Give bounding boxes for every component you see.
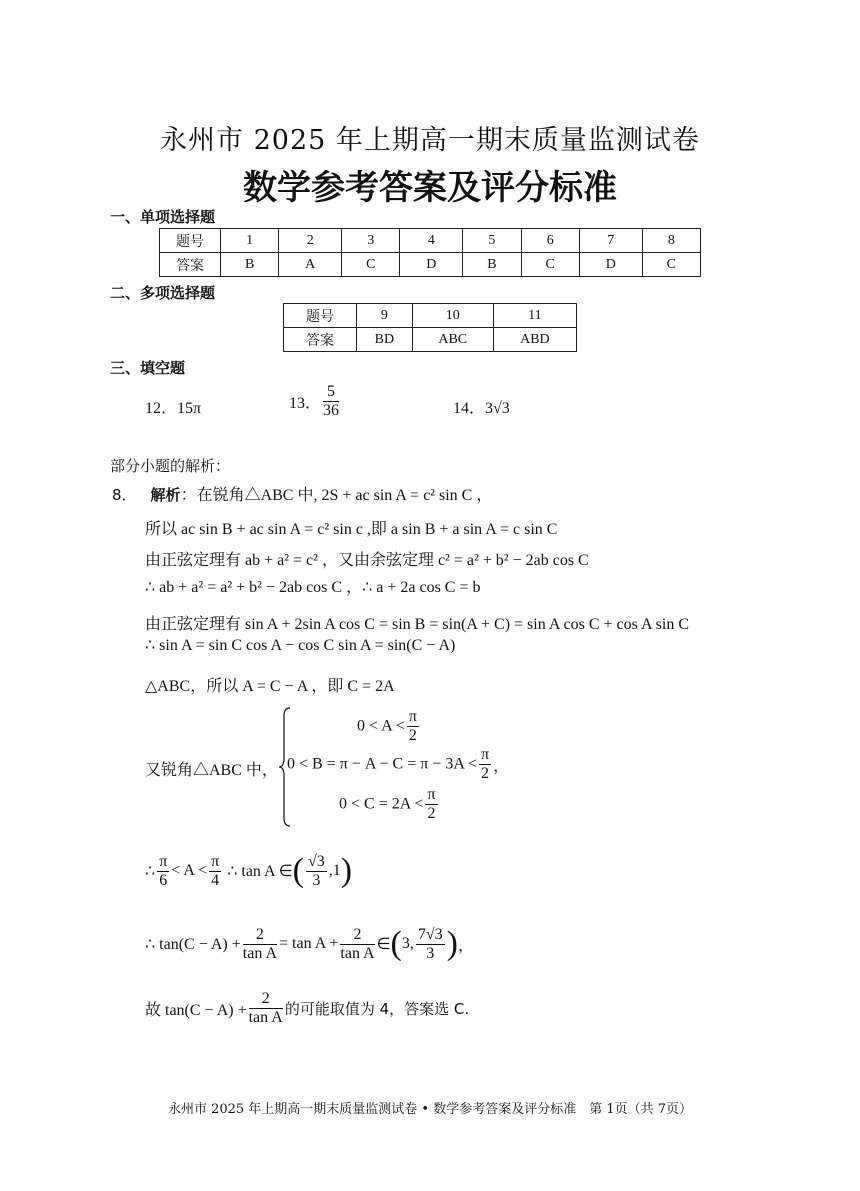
table-cell: 2 [279,229,342,253]
math-text: ∴ tan A ∈ [227,863,293,880]
fraction-denominator: tan A [248,1009,283,1026]
solution-line-3: 由正弦定理有 ab + a² = c² ，又由余弦定理 c² = a² + b² − 2ab cos C [145,552,589,569]
fill-answer-14 [453,395,510,418]
inequality-3 [339,786,440,823]
ineq-text: 0 < C = 2A < [339,795,424,813]
table-cell: 3 [342,229,400,253]
table-cell: ABC [412,328,493,352]
table-cell: D [579,253,642,277]
fraction-denominator: 4 [211,871,220,889]
table-cell: BD [357,328,413,352]
math-text: ,1 [328,862,341,879]
answer-value: 15π [177,400,202,417]
table-cell: D [400,253,463,277]
right-paren: ) [446,925,458,962]
fraction-denominator: 2 [408,727,417,744]
fraction-numerator: 2 [243,926,277,945]
solution-line-4: ∴ ab + a² = a² + b² − 2ab cos C ，∴ a + 2a cos C = b [145,579,481,596]
right-paren: ) [340,852,353,889]
solution-line-6: ∴ sin A = sin C cos A − cos C sin A = sin(C − A) [145,637,456,654]
solution-line-7: △ABC，所以 A = C − A ，即 C = 2A [145,678,395,695]
math-text: ∴ [145,863,156,880]
table-cell: 1 [221,229,279,253]
fraction-denominator: 6 [159,871,168,889]
question-number: 8． [112,486,137,504]
math-text: ， [457,937,474,955]
math-text: 3, [401,935,414,952]
answer-value: 3√3 [485,400,510,417]
fill-answer-12 [145,395,201,418]
question-number: 12． [145,400,178,417]
table-cell: 6 [521,229,579,253]
fraction-denominator: tan A [242,944,277,962]
fraction-numerator: π [427,786,436,803]
solution-line-5: 由正弦定理有 sin A + 2sin A cos C = sin B = sin(A + C) = sin A cos C + cos A sin C [145,616,690,633]
fraction-denominator: 2 [481,765,490,782]
inequality-2 [287,746,509,783]
fraction-numerator: 2 [249,990,283,1009]
solution-line-10 [145,925,474,963]
solutions-heading: 部分小题的解析： [110,457,231,475]
table-cell: C [342,253,400,277]
solution-line-2: 所以 ac sin B + ac sin A = c² sin c ,即 a sin B + a sin A = c sin C [145,521,558,538]
question-number: 14． [453,400,486,417]
ineq-text: 0 < A < [357,717,405,735]
table-cell: 5 [463,229,521,253]
section-heading-single-choice: 一、单项选择题 [110,208,216,226]
section-heading-multi-choice: 二、多项选择题 [110,284,216,302]
document-title: 永州市 2025 年上期高一期末质量监测试卷 [160,125,700,156]
ineq-text: 0 < B = π − A − C = π − 3A < [287,755,478,773]
fraction-denominator: 2 [427,805,436,822]
row-label: 答案 [284,328,357,352]
solution-line-9 [145,852,352,890]
section-heading-fill-blank: 三、填空题 [110,359,186,377]
fraction-denominator: 3 [426,944,435,962]
page-footer: 永州市 2025 年上期高一期末质量监测试卷 • 数学参考答案及评分标准 第 1页（共 7页） [167,1102,693,1117]
fraction-denominator: 3 [312,871,321,889]
table-cell: 11 [493,304,576,328]
table-cell: C [642,253,700,277]
solution-line-8-prefix: 又锐角△ABC 中， [145,762,278,779]
table-cell: ABD [493,328,576,352]
table-row [284,328,577,352]
table-cell: 7 [579,229,642,253]
math-text: ∴ tan(C − A) + [145,936,241,953]
inequality-1 [357,708,421,745]
table-row [160,253,701,277]
solution-text: ：在锐角△ABC 中, 2S + ac sin A = c² sin C ， [180,487,493,504]
fraction-denominator: 36 [323,402,340,419]
fraction-numerator: π [481,746,490,763]
row-label: 答案 [160,253,221,277]
math-text: 的可能取值为 4，答案选 C. [284,1000,470,1018]
table-cell: 10 [412,304,493,328]
solution-line-11 [145,990,469,1027]
table-cell: 9 [357,304,413,328]
solution-line-1 [112,482,492,505]
row-label: 题号 [284,304,357,328]
math-text: < A < [171,862,208,879]
table-cell: A [279,253,342,277]
fraction-denominator: tan A [340,944,375,962]
fraction-numerator: √3 [307,852,325,870]
table-cell: B [463,253,521,277]
left-paren: ( [292,852,304,889]
single-choice-answer-table [159,228,701,277]
fraction-numerator: 5 [323,383,339,402]
math-text: ∈ [376,936,391,953]
fraction-numerator: 7√3 [417,925,443,943]
fraction-numerator: π [159,852,168,870]
question-number: 13． [289,395,322,412]
math-text: 故 tan(C − A) + [145,1002,247,1019]
fraction-numerator: 2 [340,926,374,945]
solution-label: 解析 [150,486,181,504]
left-paren: ( [390,925,402,962]
table-cell: 4 [400,229,463,253]
fraction-numerator: π [408,708,417,725]
table-cell: C [521,253,579,277]
table-row [284,304,577,328]
fraction-numerator: π [211,852,220,870]
row-label: 题号 [160,229,221,253]
document-subtitle: 数学参考答案及评分标准 [243,168,617,208]
math-text: = tan A + [279,935,339,952]
table-row [160,229,701,253]
ineq-text: ， [493,758,510,775]
fill-answer-13 [289,383,341,420]
table-cell: 8 [642,229,700,253]
table-cell: B [221,253,279,277]
multi-choice-answer-table [283,303,577,352]
